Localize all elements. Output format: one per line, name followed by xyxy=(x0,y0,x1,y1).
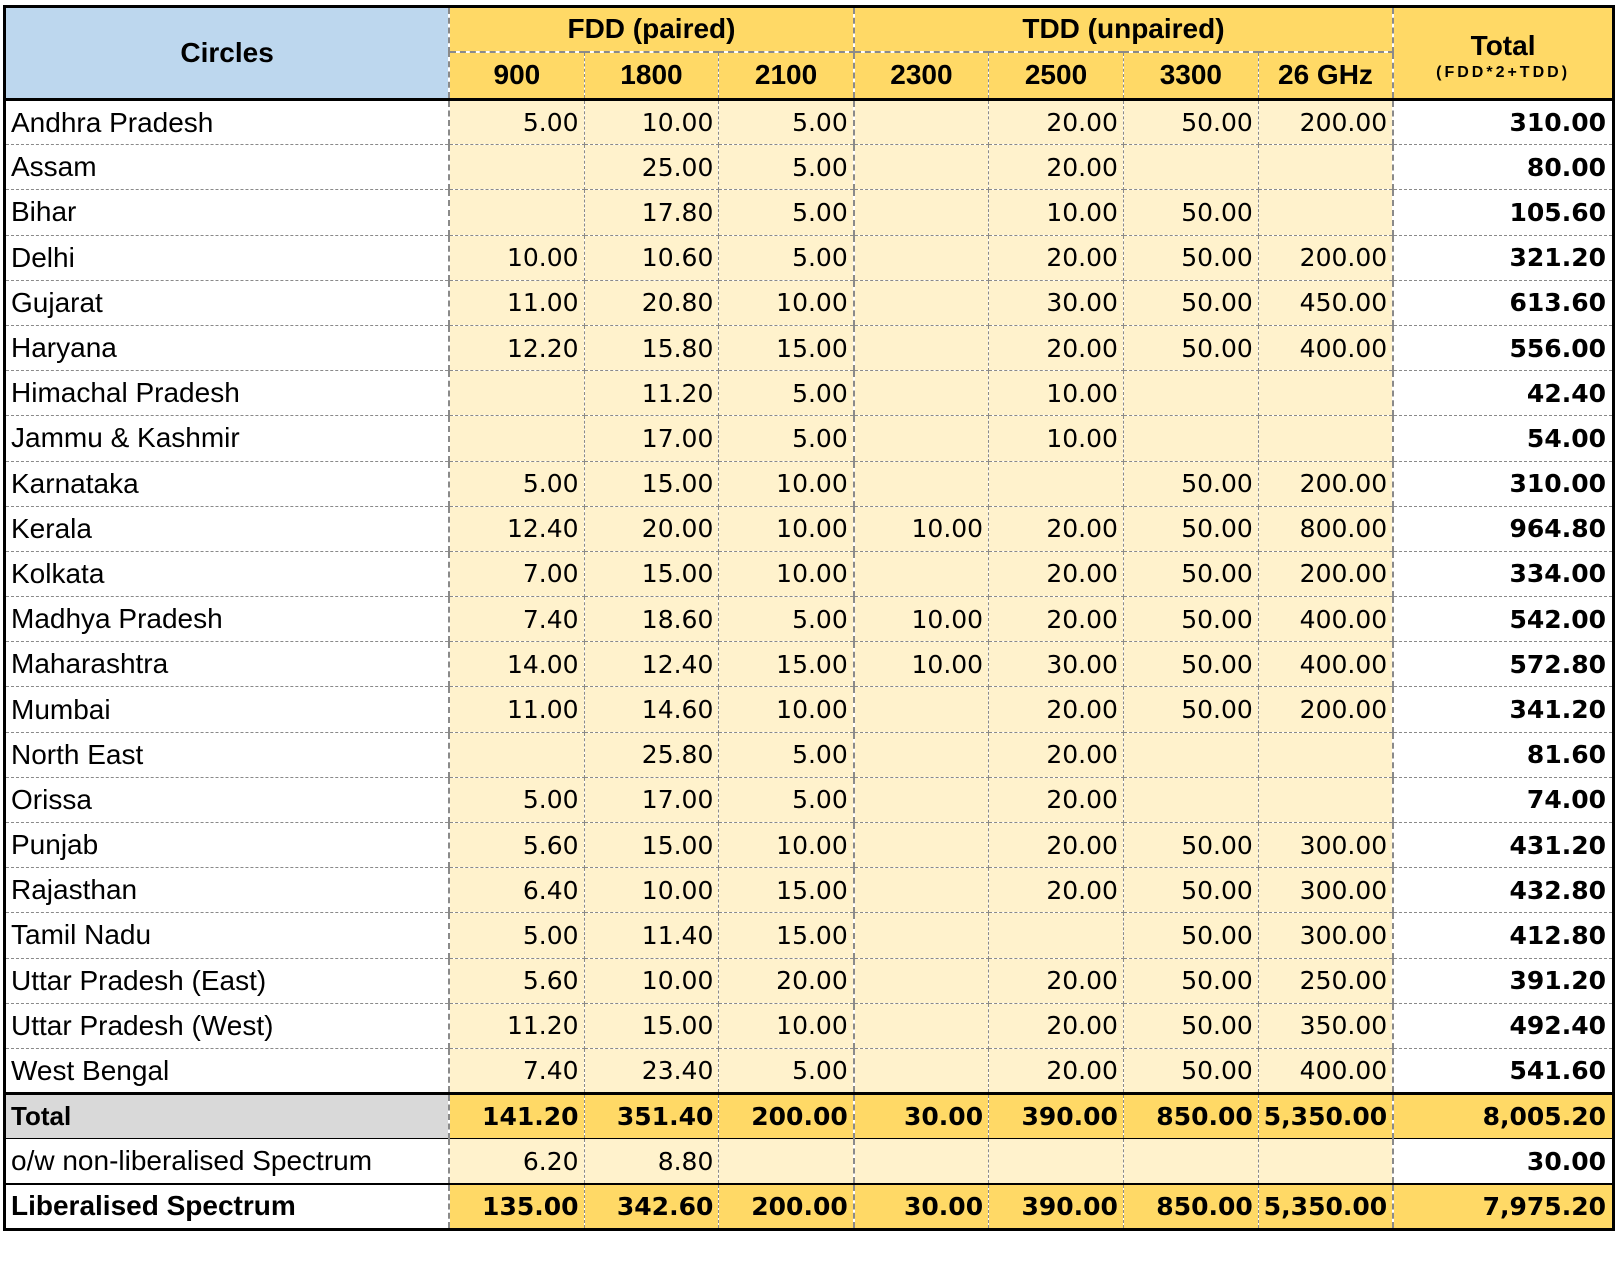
value-cell xyxy=(854,958,989,1003)
value-cell xyxy=(854,1139,989,1184)
value-cell: 6.20 xyxy=(449,1139,584,1184)
value-cell xyxy=(1258,371,1393,416)
value-cell xyxy=(449,145,584,190)
value-cell: 14.60 xyxy=(584,687,719,732)
value-cell xyxy=(854,732,989,777)
value-cell: 12.20 xyxy=(449,325,584,370)
value-cell: 5.00 xyxy=(719,371,854,416)
total-cell: 542.00 xyxy=(1393,597,1613,642)
value-cell xyxy=(1258,416,1393,461)
value-cell xyxy=(989,913,1124,958)
value-cell xyxy=(449,732,584,777)
value-cell: 10.00 xyxy=(854,642,989,687)
band-header: 2300 xyxy=(854,52,989,100)
value-cell: 12.40 xyxy=(584,642,719,687)
circle-row xyxy=(5,913,1614,958)
value-cell xyxy=(1258,732,1393,777)
circle-name: Uttar Pradesh (West) xyxy=(5,1003,450,1048)
value-cell: 10.00 xyxy=(719,506,854,551)
circle-name: Madhya Pradesh xyxy=(5,597,450,642)
value-cell: 5.00 xyxy=(719,145,854,190)
value-cell: 50.00 xyxy=(1123,913,1258,958)
value-cell: 10.00 xyxy=(719,823,854,868)
total-cell: 310.00 xyxy=(1393,100,1613,145)
value-cell: 30.00 xyxy=(989,642,1124,687)
row-label: Total xyxy=(5,1094,450,1139)
value-cell: 200.00 xyxy=(1258,235,1393,280)
total-cell: 105.60 xyxy=(1393,190,1613,235)
circle-name: Karnataka xyxy=(5,461,450,506)
value-cell: 135.00 xyxy=(449,1184,584,1229)
value-cell: 11.00 xyxy=(449,687,584,732)
value-cell: 10.00 xyxy=(989,416,1124,461)
circle-name: Kolkata xyxy=(5,551,450,596)
value-cell: 20.00 xyxy=(989,506,1124,551)
value-cell: 400.00 xyxy=(1258,597,1393,642)
band-header: 1800 xyxy=(584,52,719,100)
circle-name: Delhi xyxy=(5,235,450,280)
total-cell: 7,975.20 xyxy=(1393,1184,1613,1229)
value-cell: 8.80 xyxy=(584,1139,719,1184)
value-cell xyxy=(854,461,989,506)
value-cell: 15.00 xyxy=(584,1003,719,1048)
value-cell: 10.00 xyxy=(449,235,584,280)
value-cell: 50.00 xyxy=(1123,1003,1258,1048)
value-cell: 5.00 xyxy=(449,461,584,506)
liberalised-row xyxy=(5,1184,1614,1229)
value-cell: 20.00 xyxy=(989,325,1124,370)
value-cell: 50.00 xyxy=(1123,100,1258,145)
circle-row xyxy=(5,868,1614,913)
value-cell xyxy=(449,190,584,235)
value-cell: 20.00 xyxy=(584,506,719,551)
value-cell: 10.00 xyxy=(989,371,1124,416)
circle-name: Rajasthan xyxy=(5,868,450,913)
value-cell xyxy=(854,371,989,416)
value-cell: 50.00 xyxy=(1123,190,1258,235)
total-cell: 321.20 xyxy=(1393,235,1613,280)
value-cell: 10.00 xyxy=(989,190,1124,235)
value-cell: 50.00 xyxy=(1123,642,1258,687)
value-cell: 20.00 xyxy=(989,100,1124,145)
value-cell: 50.00 xyxy=(1123,551,1258,596)
value-cell: 200.00 xyxy=(1258,687,1393,732)
value-cell xyxy=(449,371,584,416)
value-cell: 5.00 xyxy=(719,1048,854,1093)
value-cell: 15.00 xyxy=(719,325,854,370)
value-cell: 351.40 xyxy=(584,1094,719,1139)
value-cell: 10.00 xyxy=(719,1003,854,1048)
total-cell: 42.40 xyxy=(1393,371,1613,416)
total-cell: 613.60 xyxy=(1393,280,1613,325)
value-cell: 11.20 xyxy=(584,371,719,416)
circle-row xyxy=(5,416,1614,461)
value-cell: 15.00 xyxy=(584,551,719,596)
value-cell: 20.00 xyxy=(989,823,1124,868)
total-cell: 54.00 xyxy=(1393,416,1613,461)
value-cell xyxy=(854,777,989,822)
value-cell: 400.00 xyxy=(1258,325,1393,370)
circle-row xyxy=(5,1003,1614,1048)
value-cell xyxy=(1123,1139,1258,1184)
value-cell: 50.00 xyxy=(1123,687,1258,732)
value-cell: 10.00 xyxy=(584,868,719,913)
value-cell: 10.00 xyxy=(719,687,854,732)
value-cell: 50.00 xyxy=(1123,325,1258,370)
circle-row xyxy=(5,958,1614,1003)
circle-row xyxy=(5,732,1614,777)
circle-name: Kerala xyxy=(5,506,450,551)
circle-name: Assam xyxy=(5,145,450,190)
value-cell: 141.20 xyxy=(449,1094,584,1139)
value-cell: 17.00 xyxy=(584,416,719,461)
band-header: 2100 xyxy=(719,52,854,100)
value-cell: 400.00 xyxy=(1258,642,1393,687)
value-cell: 20.00 xyxy=(719,958,854,1003)
value-cell: 15.00 xyxy=(719,913,854,958)
value-cell: 10.00 xyxy=(719,551,854,596)
value-cell xyxy=(854,913,989,958)
total-cell: 81.60 xyxy=(1393,732,1613,777)
value-cell: 5,350.00 xyxy=(1258,1184,1393,1229)
value-cell xyxy=(854,416,989,461)
total-cell: 492.40 xyxy=(1393,1003,1613,1048)
value-cell xyxy=(1123,777,1258,822)
value-cell xyxy=(1258,777,1393,822)
fdd-group-header: FDD (paired) xyxy=(449,7,854,52)
value-cell: 5.00 xyxy=(719,732,854,777)
value-cell: 50.00 xyxy=(1123,235,1258,280)
value-cell: 20.00 xyxy=(989,777,1124,822)
circle-row xyxy=(5,597,1614,642)
value-cell: 20.00 xyxy=(989,1003,1124,1048)
value-cell: 390.00 xyxy=(989,1184,1124,1229)
value-cell: 20.00 xyxy=(989,145,1124,190)
value-cell xyxy=(719,1139,854,1184)
total-cell: 341.20 xyxy=(1393,687,1613,732)
value-cell: 5.00 xyxy=(719,777,854,822)
value-cell xyxy=(449,416,584,461)
spectrum-table xyxy=(3,5,1615,1231)
value-cell xyxy=(1123,416,1258,461)
value-cell: 342.60 xyxy=(584,1184,719,1229)
circles-header: Circles xyxy=(5,7,450,100)
circle-name: Jammu & Kashmir xyxy=(5,416,450,461)
circle-name: Tamil Nadu xyxy=(5,913,450,958)
value-cell: 5.00 xyxy=(719,190,854,235)
value-cell: 50.00 xyxy=(1123,1048,1258,1093)
circle-row xyxy=(5,506,1614,551)
value-cell: 11.00 xyxy=(449,280,584,325)
value-cell: 5.00 xyxy=(719,597,854,642)
value-cell: 50.00 xyxy=(1123,506,1258,551)
value-cell xyxy=(989,461,1124,506)
value-cell: 15.00 xyxy=(584,823,719,868)
total-cell: 412.80 xyxy=(1393,913,1613,958)
value-cell: 11.20 xyxy=(449,1003,584,1048)
value-cell xyxy=(1258,1139,1393,1184)
total-cell: 334.00 xyxy=(1393,551,1613,596)
total-header xyxy=(1393,7,1613,100)
value-cell: 15.00 xyxy=(584,461,719,506)
value-cell: 200.00 xyxy=(1258,100,1393,145)
value-cell: 10.00 xyxy=(719,280,854,325)
value-cell xyxy=(854,280,989,325)
non-liberalised-row xyxy=(5,1139,1614,1184)
row-label: o/w non-liberalised Spectrum xyxy=(5,1139,450,1184)
circle-row xyxy=(5,777,1614,822)
value-cell: 15.80 xyxy=(584,325,719,370)
value-cell xyxy=(1123,732,1258,777)
total-cell: 80.00 xyxy=(1393,145,1613,190)
value-cell xyxy=(854,823,989,868)
circle-row xyxy=(5,145,1614,190)
band-header: 2500 xyxy=(989,52,1124,100)
value-cell: 18.60 xyxy=(584,597,719,642)
value-cell: 20.00 xyxy=(989,868,1124,913)
value-cell: 20.00 xyxy=(989,551,1124,596)
value-cell: 10.00 xyxy=(584,100,719,145)
value-cell: 850.00 xyxy=(1123,1184,1258,1229)
circle-rows xyxy=(5,100,1614,1094)
value-cell: 20.00 xyxy=(989,958,1124,1003)
value-cell xyxy=(854,1048,989,1093)
value-cell: 350.00 xyxy=(1258,1003,1393,1048)
band-header: 3300 xyxy=(1123,52,1258,100)
value-cell: 450.00 xyxy=(1258,280,1393,325)
value-cell: 20.80 xyxy=(584,280,719,325)
value-cell: 30.00 xyxy=(989,280,1124,325)
value-cell: 20.00 xyxy=(989,597,1124,642)
value-cell: 50.00 xyxy=(1123,958,1258,1003)
value-cell: 10.60 xyxy=(584,235,719,280)
value-cell xyxy=(854,190,989,235)
total-cell: 964.80 xyxy=(1393,506,1613,551)
value-cell: 50.00 xyxy=(1123,280,1258,325)
band-header: 26 GHz xyxy=(1258,52,1393,100)
value-cell: 50.00 xyxy=(1123,597,1258,642)
value-cell: 25.00 xyxy=(584,145,719,190)
circle-row xyxy=(5,642,1614,687)
circle-name: Himachal Pradesh xyxy=(5,371,450,416)
value-cell: 200.00 xyxy=(1258,551,1393,596)
circle-row xyxy=(5,551,1614,596)
value-cell xyxy=(989,1139,1124,1184)
total-cell: 8,005.20 xyxy=(1393,1094,1613,1139)
circle-name: Andhra Pradesh xyxy=(5,100,450,145)
tdd-group-header: TDD (unpaired) xyxy=(854,7,1393,52)
circle-name: Orissa xyxy=(5,777,450,822)
value-cell: 7.40 xyxy=(449,597,584,642)
total-header-formula: (FDD*2+TDD) xyxy=(1436,64,1571,81)
total-cell: 556.00 xyxy=(1393,325,1613,370)
value-cell xyxy=(854,687,989,732)
value-cell: 5.00 xyxy=(719,235,854,280)
circle-name: North East xyxy=(5,732,450,777)
value-cell xyxy=(854,145,989,190)
total-cell: 391.20 xyxy=(1393,958,1613,1003)
value-cell: 250.00 xyxy=(1258,958,1393,1003)
circle-row xyxy=(5,1048,1614,1093)
value-cell: 50.00 xyxy=(1123,868,1258,913)
value-cell: 7.40 xyxy=(449,1048,584,1093)
circle-row xyxy=(5,100,1614,145)
value-cell xyxy=(854,551,989,596)
value-cell: 25.80 xyxy=(584,732,719,777)
value-cell: 300.00 xyxy=(1258,868,1393,913)
value-cell: 5.00 xyxy=(449,913,584,958)
value-cell: 10.00 xyxy=(854,597,989,642)
circle-row xyxy=(5,371,1614,416)
value-cell: 30.00 xyxy=(854,1184,989,1229)
value-cell: 15.00 xyxy=(719,868,854,913)
value-cell: 850.00 xyxy=(1123,1094,1258,1139)
value-cell: 800.00 xyxy=(1258,506,1393,551)
value-cell xyxy=(1258,145,1393,190)
circle-name: Punjab xyxy=(5,823,450,868)
value-cell: 11.40 xyxy=(584,913,719,958)
circle-name: Haryana xyxy=(5,325,450,370)
value-cell: 200.00 xyxy=(719,1184,854,1229)
total-cell: 310.00 xyxy=(1393,461,1613,506)
value-cell: 5.60 xyxy=(449,823,584,868)
total-cell: 74.00 xyxy=(1393,777,1613,822)
circle-name: Bihar xyxy=(5,190,450,235)
total-cell: 572.80 xyxy=(1393,642,1613,687)
circle-row xyxy=(5,461,1614,506)
value-cell: 20.00 xyxy=(989,687,1124,732)
value-cell: 20.00 xyxy=(989,1048,1124,1093)
value-cell: 10.00 xyxy=(719,461,854,506)
circle-row xyxy=(5,823,1614,868)
value-cell: 10.00 xyxy=(584,958,719,1003)
value-cell: 390.00 xyxy=(989,1094,1124,1139)
value-cell xyxy=(854,1003,989,1048)
circle-row xyxy=(5,235,1614,280)
value-cell xyxy=(1258,190,1393,235)
circle-name: Gujarat xyxy=(5,280,450,325)
value-cell: 300.00 xyxy=(1258,823,1393,868)
value-cell: 5.00 xyxy=(449,100,584,145)
value-cell xyxy=(1123,145,1258,190)
value-cell: 5.00 xyxy=(719,100,854,145)
total-cell: 431.20 xyxy=(1393,823,1613,868)
value-cell: 50.00 xyxy=(1123,461,1258,506)
value-cell: 17.00 xyxy=(584,777,719,822)
total-cell: 541.60 xyxy=(1393,1048,1613,1093)
total-cell: 30.00 xyxy=(1393,1139,1613,1184)
circle-row xyxy=(5,190,1614,235)
value-cell xyxy=(1123,371,1258,416)
circle-name: West Bengal xyxy=(5,1048,450,1093)
value-cell xyxy=(854,100,989,145)
value-cell: 5.00 xyxy=(449,777,584,822)
value-cell: 15.00 xyxy=(719,642,854,687)
circle-name: Mumbai xyxy=(5,687,450,732)
value-cell: 5,350.00 xyxy=(1258,1094,1393,1139)
row-label: Liberalised Spectrum xyxy=(5,1184,450,1229)
band-header: 900 xyxy=(449,52,584,100)
circle-name: Maharashtra xyxy=(5,642,450,687)
value-cell: 14.00 xyxy=(449,642,584,687)
value-cell: 10.00 xyxy=(854,506,989,551)
value-cell: 20.00 xyxy=(989,235,1124,280)
value-cell: 23.40 xyxy=(584,1048,719,1093)
value-cell xyxy=(854,235,989,280)
circle-name: Uttar Pradesh (East) xyxy=(5,958,450,1003)
circle-row xyxy=(5,325,1614,370)
value-cell: 6.40 xyxy=(449,868,584,913)
circle-row xyxy=(5,687,1614,732)
total-cell: 432.80 xyxy=(1393,868,1613,913)
value-cell: 400.00 xyxy=(1258,1048,1393,1093)
value-cell: 200.00 xyxy=(1258,461,1393,506)
value-cell: 200.00 xyxy=(719,1094,854,1139)
value-cell: 7.00 xyxy=(449,551,584,596)
total-header-label: Total xyxy=(1470,30,1536,61)
value-cell: 30.00 xyxy=(854,1094,989,1139)
value-cell xyxy=(854,325,989,370)
value-cell: 12.40 xyxy=(449,506,584,551)
value-cell: 17.80 xyxy=(584,190,719,235)
value-cell: 20.00 xyxy=(989,732,1124,777)
total-row xyxy=(5,1094,1614,1139)
circle-row xyxy=(5,280,1614,325)
value-cell: 5.60 xyxy=(449,958,584,1003)
value-cell xyxy=(854,868,989,913)
value-cell: 50.00 xyxy=(1123,823,1258,868)
value-cell: 5.00 xyxy=(719,416,854,461)
value-cell: 300.00 xyxy=(1258,913,1393,958)
